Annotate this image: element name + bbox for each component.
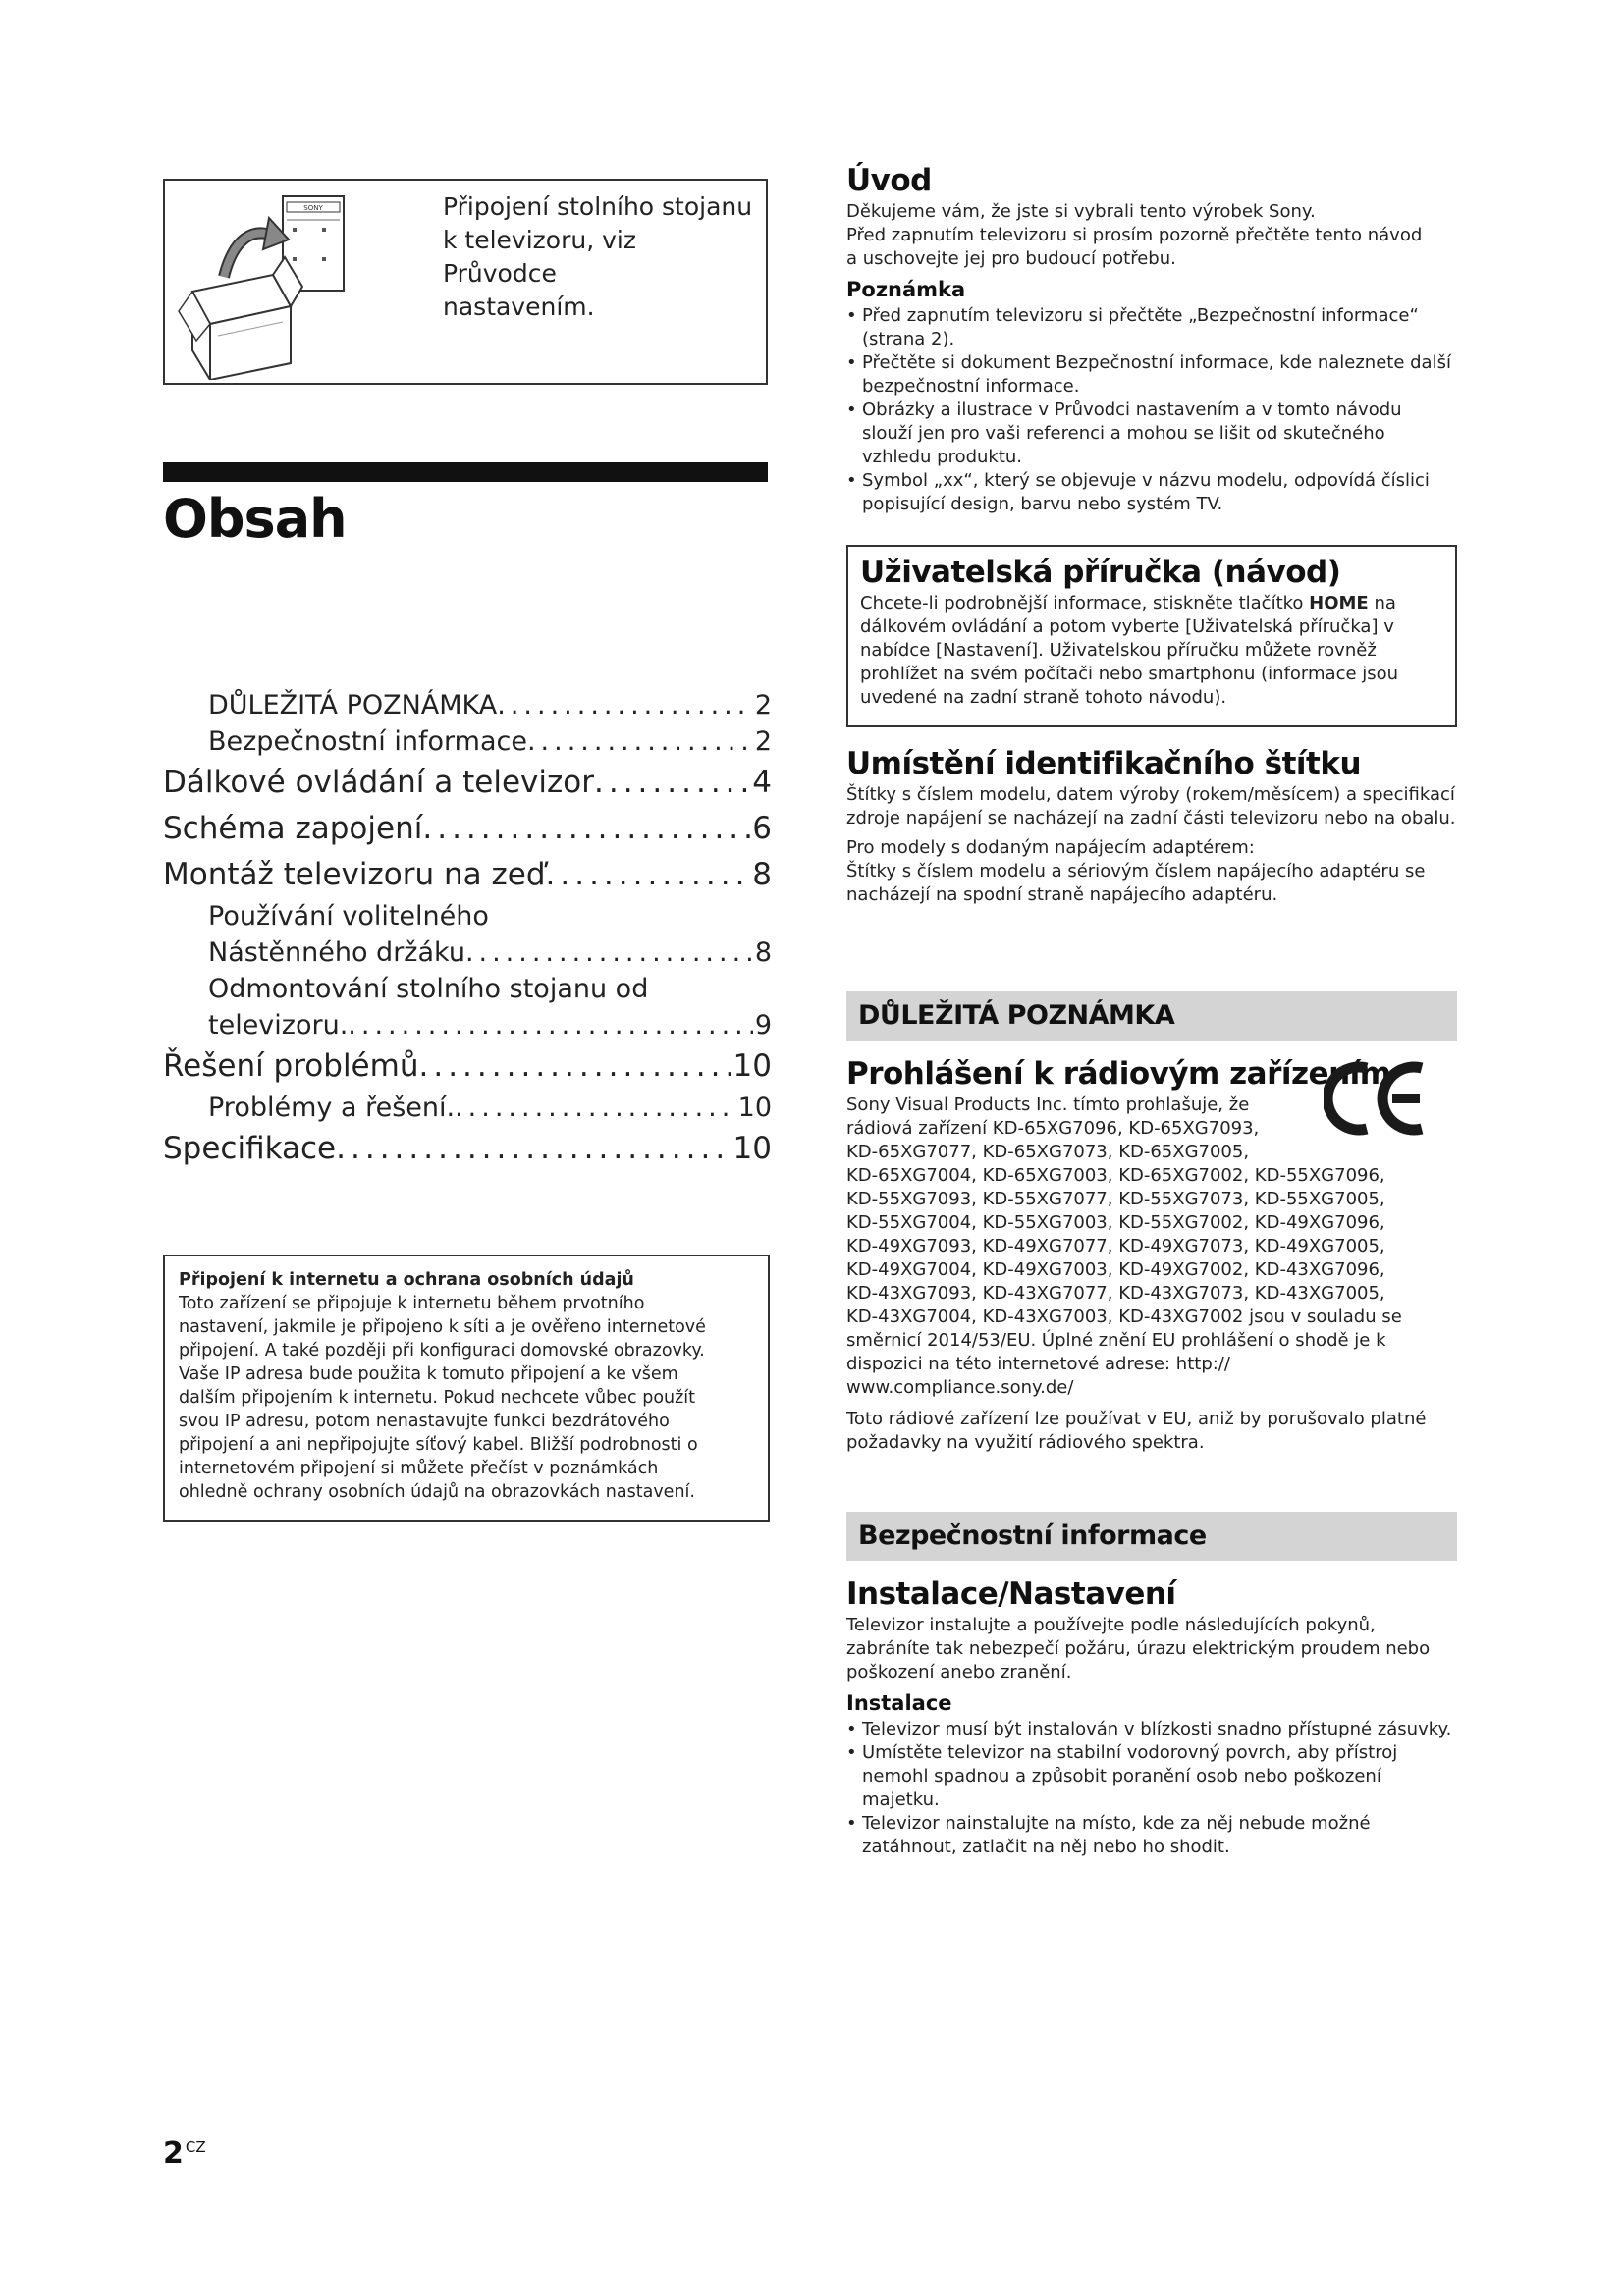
installation-item: • Umístěte televizor na stabilní vodorovný povrch, aby přístroj nemohl spadnou a způsobit poranění osob nebo poškození majetku.: [846, 1741, 1457, 1812]
note-item: • Před zapnutím televizoru si přečtěte „Bezpečnostní informace“ (strana 2).: [846, 304, 1457, 351]
radio-declaration-line: www.compliance.sony.de/: [846, 1377, 1074, 1398]
page-number-value: 2: [163, 2136, 184, 2170]
toc-entry-label: Řešení problémů: [163, 1048, 419, 1084]
radio-declaration-line: KD-49XG7093, KD-49XG7077, KD-49XG7073, KD-49XG7005,: [846, 1236, 1385, 1256]
toc-entry-label: Bezpečnostní informace: [208, 726, 527, 757]
toc-entry-page: 10: [732, 1131, 772, 1166]
toc-entry-page: 10: [737, 1093, 772, 1123]
label-location-title: Umístění identifikačního štítku: [846, 746, 1362, 781]
radio-declaration-line: KD-49XG7004, KD-49XG7003, KD-49XG7002, KD-43XG7096,: [846, 1259, 1385, 1280]
intro-section: [846, 161, 1457, 516]
page-number: [163, 2136, 206, 2170]
toc-entry[interactable]: [163, 852, 772, 898]
installation-title: Instalace/Nastavení: [846, 1576, 1176, 1612]
radio-declaration-line: KD-65XG7077, KD-65XG7073, KD-65XG7005,: [846, 1142, 1250, 1162]
toc-entry-page: 8: [754, 937, 772, 968]
radio-declaration-line: KD-55XG7004, KD-55XG7003, KD-55XG7002, KD-49XG7096,: [846, 1212, 1385, 1233]
note-title: Poznámka: [846, 278, 966, 301]
toc-leader: [348, 1007, 753, 1043]
user-guide-text: [860, 592, 1443, 710]
toc-entry[interactable]: [163, 971, 772, 1007]
installation-list: [846, 1718, 1457, 1859]
toc-leader: [497, 687, 753, 723]
toc-entry-label: Problémy a řešení.: [208, 1093, 456, 1123]
installation-item: • Televizor musí být instalován v blízkosti snadno přístupné zásuvky.: [846, 1718, 1457, 1741]
note-list: [846, 304, 1457, 516]
toc-leader: [465, 934, 753, 971]
toc-leader: [422, 806, 750, 852]
label-location-text: Štítky s číslem modelu, datem výroby (rokem/měsícem) a specifikací zdroje napájení se nacházejí na zadní části televizoru nebo na obalu.: [846, 784, 1456, 828]
safety-info-band: Bezpečnostní informace: [846, 1512, 1457, 1561]
internet-privacy-line: svou IP adresu, potom nenastavujte funkci bezdrátového: [179, 1412, 670, 1431]
table-of-contents: [163, 687, 772, 1172]
internet-privacy-line: ohledně ochrany osobních údajů na obrazovkách nastavení.: [179, 1482, 695, 1502]
toc-entry-page: 9: [754, 1010, 772, 1041]
toc-entry[interactable]: [163, 898, 772, 934]
radio-declaration-line: rádiová zařízení KD-65XG7096, KD-65XG7093,: [846, 1118, 1260, 1139]
user-guide-box: [846, 545, 1457, 727]
radio-declaration-line: dispozici na této internetové adrese: http://: [846, 1354, 1230, 1374]
toc-entry[interactable]: [163, 1007, 772, 1043]
internet-privacy-heading: Připojení k internetu a ochrana osobních údajů: [179, 1270, 634, 1290]
internet-privacy-line: internetovém připojení si můžete přečíst v poznámkách: [179, 1459, 659, 1478]
toc-leader: [336, 1126, 731, 1172]
note-item: • Symbol „xx“, který se objevuje v názvu modelu, odpovídá číslici popisující design, barvu nebo systém TV.: [846, 469, 1457, 516]
intro-title: Úvod: [846, 163, 932, 198]
radio-declaration-line: KD-65XG7004, KD-65XG7003, KD-65XG7002, KD-55XG7096,: [846, 1165, 1385, 1186]
radio-declaration-line: KD-43XG7093, KD-43XG7077, KD-43XG7073, KD-43XG7005,: [846, 1283, 1385, 1304]
toc-leader: [546, 852, 751, 898]
ce-mark-icon: [1324, 1058, 1432, 1139]
internet-privacy-line: připojení. A také později při konfiguraci domovské obrazovky.: [179, 1341, 705, 1361]
toc-entry-page: 8: [752, 857, 772, 892]
internet-privacy-line: dalším připojením k internetu. Pokud nechcete vůbec použít: [179, 1388, 696, 1408]
note-item: • Obrázky a ilustrace v Průvodci nastavením a v tomto návodu slouží jen pro vaši referenci a mohou se lišit od skutečného vzhledu produktu.: [846, 399, 1457, 469]
internet-privacy-box: [163, 1255, 770, 1522]
toc-entry-page: 2: [754, 690, 772, 721]
toc-entry-page: 10: [732, 1048, 772, 1084]
toc-entry[interactable]: [163, 1126, 772, 1172]
internet-privacy-line: Vaše IP adresa bude použita k tomuto připojení a ke všem: [179, 1364, 678, 1384]
user-guide-title: Uživatelská příručka (návod): [860, 555, 1341, 590]
important-note-band: DŮLEŽITÁ POZNÁMKA: [846, 991, 1457, 1041]
internet-privacy-line: nastavení, jakmile je připojeno k síti a je ověřeno internetové: [179, 1317, 706, 1337]
toc-entry[interactable]: [163, 760, 772, 806]
radio-declaration-title: Prohlášení k rádiovým zařízením: [846, 1056, 1391, 1092]
radio-declaration-line: směrnicí 2014/53/EU. Úplné znění EU prohlášení o shodě je k: [846, 1330, 1386, 1351]
internet-privacy-line: připojení a ani nepřipojujte síťový kabel. Bližší podrobnosti o: [179, 1435, 698, 1455]
toc-entry-label: DŮLEŽITÁ POZNÁMKA: [208, 690, 498, 721]
toc-entry[interactable]: [163, 687, 772, 723]
toc-entry[interactable]: [163, 1090, 772, 1126]
intro-line: Před zapnutím televizoru si prosím pozorně přečtěte tento návod: [846, 225, 1423, 245]
toc-leader: [527, 723, 753, 760]
toc-entry[interactable]: [163, 1043, 772, 1090]
installation-text: Televizor instalujte a používejte podle následujících pokynů, zabráníte tak nebezpečí požáru, úrazu elektrickým proudem nebo poškození anebo zranění.: [846, 1615, 1431, 1682]
toc-entry-label: Nástěnného držáku: [208, 937, 465, 968]
toc-entry-label: Montáž televizoru na zeď: [163, 857, 546, 892]
toc-leader: [594, 760, 750, 806]
toc-entry[interactable]: [163, 723, 772, 760]
radio-usage-text: Toto rádiové zařízení lze používat v EU, aniž by porušovalo platné požadavky na využití rádiového spektra.: [846, 1409, 1427, 1453]
label-location-adapter-text: Štítky s číslem modelu a sériovým číslem napájecího adaptéru se nacházejí na spodní straně napájecího adaptéru.: [846, 861, 1426, 905]
note-item: • Přečtěte si dokument Bezpečnostní informace, kde naleznete další bezpečnostní informace.: [846, 351, 1457, 399]
toc-entry-label: Odmontování stolního stojanu od: [208, 974, 649, 1004]
toc-entry-page: 2: [754, 726, 772, 757]
toc-entry[interactable]: [163, 934, 772, 971]
intro-line: Děkujeme vám, že jste si vybrali tento výrobek Sony.: [846, 201, 1316, 222]
home-key-label: HOME: [1309, 593, 1369, 614]
setup-note-line: nastavením.: [443, 293, 595, 321]
toc-entry-label: Specifikace: [163, 1131, 337, 1166]
toc-title: Obsah: [163, 488, 347, 550]
user-guide-text-end: na dálkovém ovládání a potom vyberte [Uživatelská příručka] v nabídce [Nastavení]. Uživatelskou příručku můžete rovněž prohlížet na svém počítači nebo smartphonu (informace jsou uvedené na zadní straně tohoto návodu).: [860, 593, 1399, 708]
intro-line: a uschovejte jej pro budoucí potřebu.: [846, 248, 1176, 269]
toc-leader: [418, 1043, 731, 1090]
tv-brand-label: SONY: [303, 204, 323, 212]
radio-declaration-line: Sony Visual Products Inc. tímto prohlašuje, že: [846, 1095, 1250, 1115]
toc-entry-label: Dálkové ovládání a televizor: [163, 765, 594, 800]
label-location-adapter-intro: Pro modely s dodaným napájecím adaptérem:: [846, 837, 1255, 858]
setup-note-text: [443, 190, 757, 324]
toc-entry-page: 6: [752, 811, 772, 846]
installation-section: [846, 1575, 1457, 1859]
user-guide-text-start: Chcete-li podrobnější informace, stiskněte tlačítko: [860, 593, 1310, 614]
toc-title-bar: [163, 462, 768, 482]
tv-box-unpacking-icon: [175, 188, 371, 380]
radio-declaration-line: KD-55XG7093, KD-55XG7077, KD-55XG7073, KD-55XG7005,: [846, 1189, 1385, 1209]
setup-note-box: [163, 179, 768, 385]
toc-entry-label: Schéma zapojení: [163, 811, 423, 846]
internet-privacy-line: Toto zařízení se připojuje k internetu během prvotního: [179, 1294, 645, 1313]
setup-note-line: Připojení stolního stojanu: [443, 192, 753, 221]
page-language-code: CZ: [185, 2138, 206, 2156]
toc-entry-page: 4: [752, 765, 772, 800]
label-location-section: [846, 744, 1457, 907]
toc-leader: [455, 1090, 736, 1126]
setup-note-line: k televizoru, viz Průvodce: [443, 226, 636, 288]
installation-subtitle: Instalace: [846, 1691, 952, 1715]
toc-entry-label: televizoru.: [208, 1010, 349, 1041]
radio-declaration-line: KD-43XG7004, KD-43XG7003, KD-43XG7002 jsou v souladu se: [846, 1307, 1402, 1327]
installation-item: • Televizor nainstalujte na místo, kde za něj nebude možné zatáhnout, zatlačit na něj nebo ho shodit.: [846, 1812, 1457, 1859]
toc-entry[interactable]: [163, 806, 772, 852]
toc-entry-label: Používání volitelného: [208, 901, 489, 932]
